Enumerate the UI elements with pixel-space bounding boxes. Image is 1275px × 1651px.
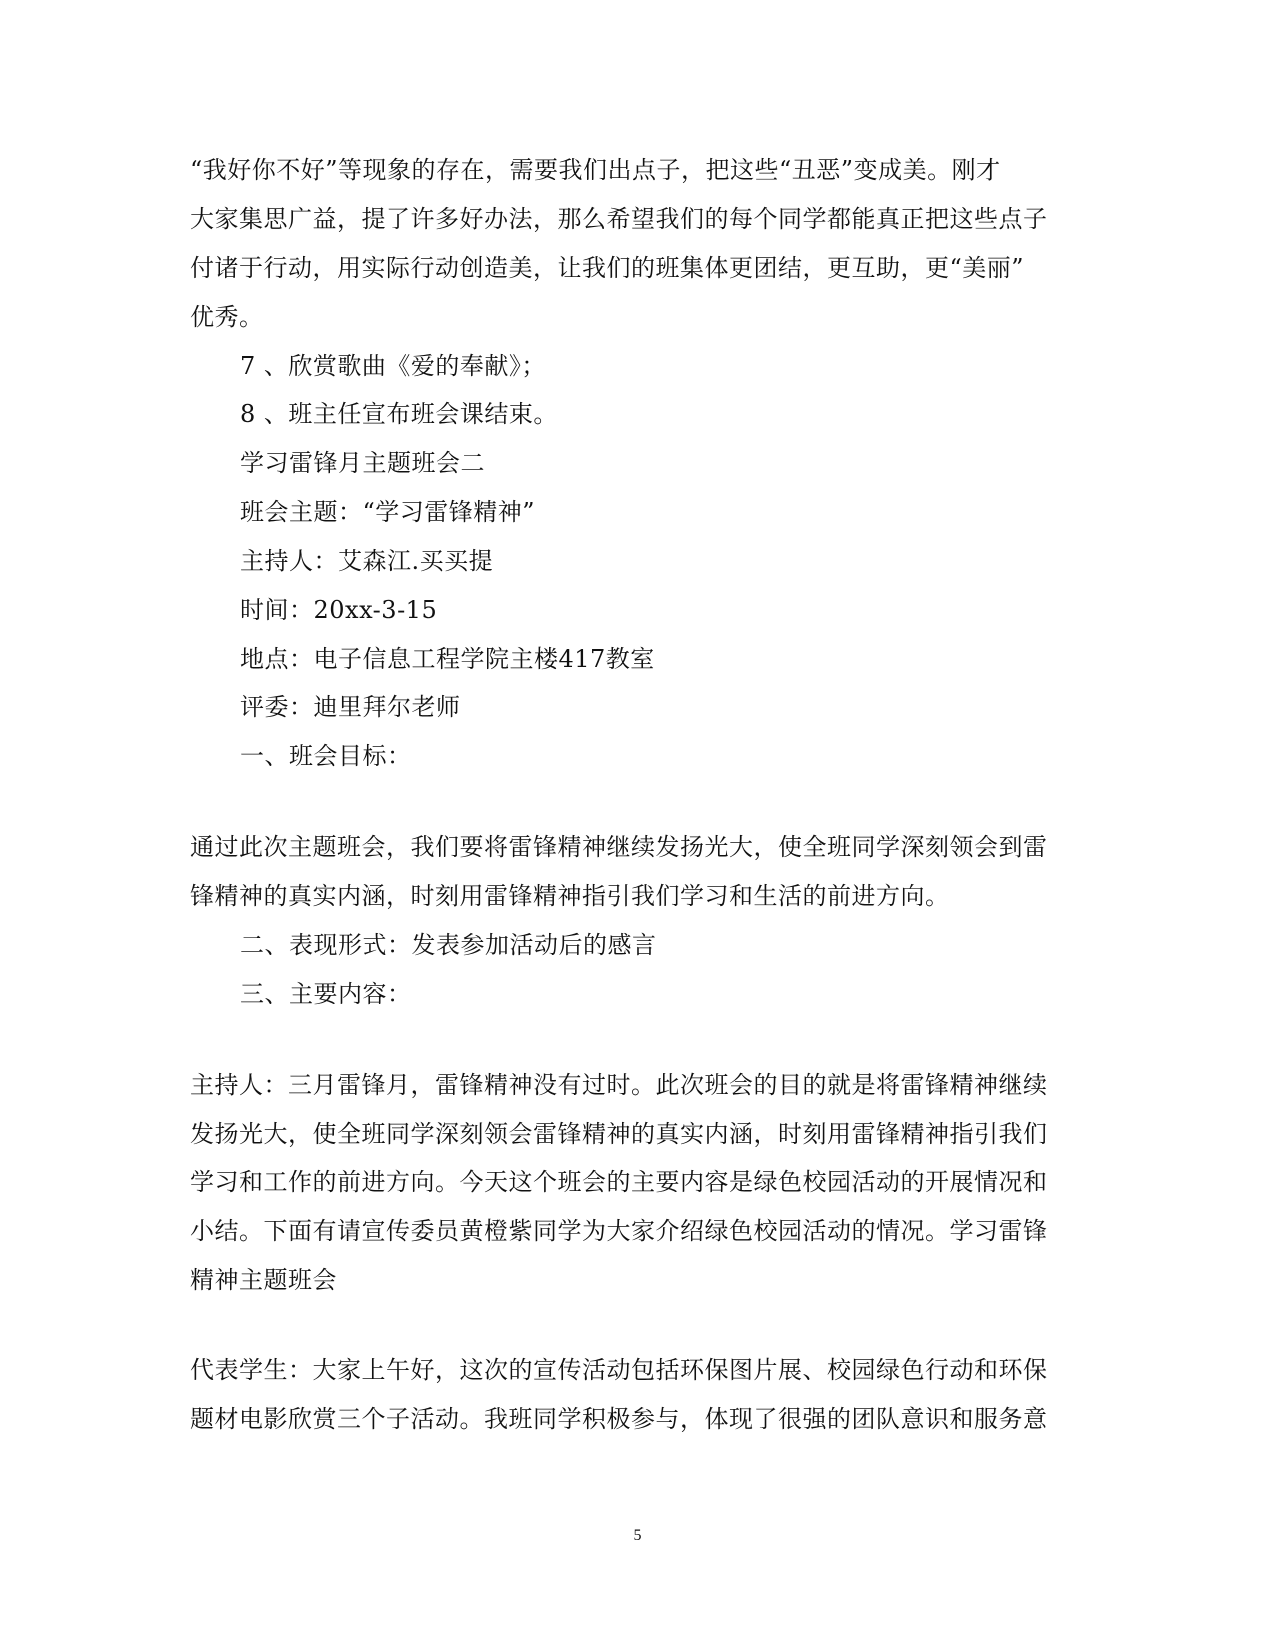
paragraph-line: 优秀。 <box>190 303 264 331</box>
paragraph-line: 通过此次主题班会，我们要将雷锋精神继续发扬光大，使全班同学深刻领会到雷 <box>190 833 1048 861</box>
meeting-judge: 评委：迪里拜尔老师 <box>240 693 461 721</box>
section-heading: 一、班会目标： <box>240 742 412 770</box>
paragraph-line: 发扬光大，使全班同学深刻领会雷锋精神的真实内涵，时刻用雷锋精神指引我们 <box>190 1120 1048 1148</box>
meeting-theme: 班会主题：“学习雷锋精神” <box>240 498 536 526</box>
meeting-host: 主持人：艾森江.买买提 <box>240 547 494 575</box>
paragraph-line: 精神主题班会 <box>190 1266 337 1294</box>
list-item: 8 、班主任宣布班会课结束。 <box>240 400 558 428</box>
paragraph-line: 学习和工作的前进方向。今天这个班会的主要内容是绿色校园活动的开展情况和 <box>190 1168 1048 1196</box>
section-heading: 学习雷锋月主题班会二 <box>240 449 485 477</box>
paragraph-line: 付诸于行动，用实际行动创造美，让我们的班集体更团结，更互助，更“美丽” <box>190 254 1025 282</box>
paragraph-line: 题材电影欣赏三个子活动。我班同学积极参与，体现了很强的团队意识和服务意 <box>190 1405 1048 1433</box>
meeting-location: 地点：电子信息工程学院主楼417教室 <box>240 645 655 673</box>
paragraph-line: 大家集思广益，提了许多好办法，那么希望我们的每个同学都能真正把这些点子 <box>190 205 1048 233</box>
section-heading: 三、主要内容： <box>240 980 412 1008</box>
list-item: 7 、欣赏歌曲《爱的奉献》； <box>240 352 546 380</box>
section-heading: 二、表现形式：发表参加活动后的感言 <box>240 931 657 959</box>
paragraph-line: 代表学生：大家上午好，这次的宣传活动包括环保图片展、校园绿色行动和环保 <box>190 1356 1048 1384</box>
paragraph-line: “我好你不好”等现象的存在，需要我们出点子，把这些“丑恶”变成美。刚才 <box>190 156 1001 184</box>
paragraph-line: 主持人：三月雷锋月，雷锋精神没有过时。此次班会的目的就是将雷锋精神继续 <box>190 1071 1048 1099</box>
page-number: 5 <box>633 1527 642 1544</box>
paragraph-line: 锋精神的真实内涵，时刻用雷锋精神指引我们学习和生活的前进方向。 <box>190 882 950 910</box>
paragraph-line: 小结。下面有请宣传委员黄橙紫同学为大家介绍绿色校园活动的情况。学习雷锋 <box>190 1217 1048 1245</box>
meeting-time: 时间：20xx-3-15 <box>240 596 438 624</box>
